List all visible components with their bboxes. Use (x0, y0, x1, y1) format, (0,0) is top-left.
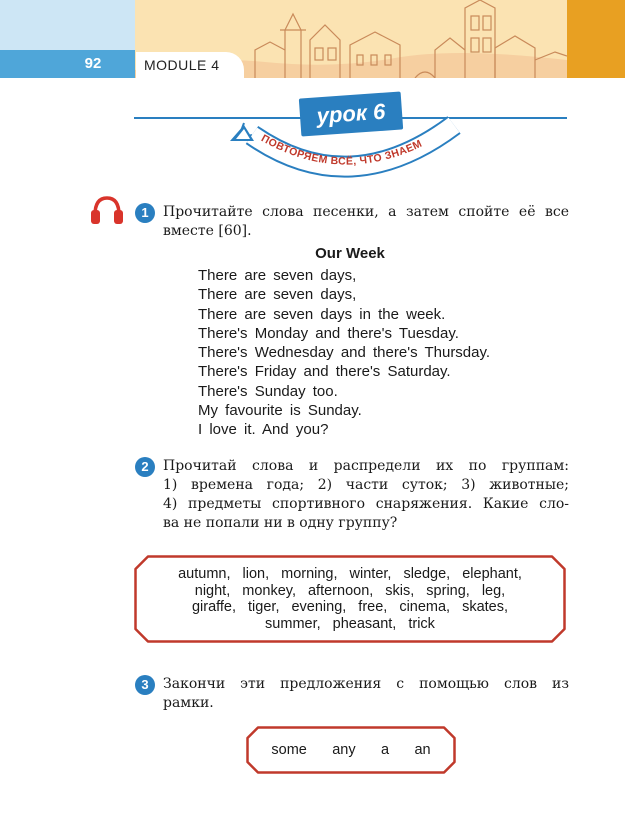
exercise-2-number: 2 (135, 457, 155, 477)
word: tiger, (248, 599, 280, 615)
word: skates, (462, 599, 509, 615)
exercise-2-instruction-line: Прочитай слова и распредели их по группам: (163, 458, 569, 474)
word: a (380, 742, 390, 758)
word: some (271, 742, 307, 758)
word: giraffe, (191, 599, 237, 615)
word: trick (408, 615, 435, 632)
song-line: There's Wednesday and there's Thursday. (198, 344, 491, 362)
lesson-subtitle: ПОВТОРЯЕМ ВСЁ, ЧТО ЗНАЕМ (259, 132, 425, 168)
song-line: I love it. And you? (198, 421, 329, 439)
song-line: My favourite is Sunday. (198, 402, 362, 420)
header-orange-panel (567, 0, 625, 78)
song-line: There's Monday and there's Tuesday. (198, 324, 459, 342)
word: elephant, (462, 566, 522, 582)
word: morning, (281, 566, 338, 582)
word: pheasant, (332, 615, 397, 632)
exercise-1-instruction-line: вместе [60]. (163, 223, 252, 239)
word: skis, (385, 582, 415, 599)
word: free, (358, 599, 388, 615)
word: winter, (349, 566, 392, 582)
exercise-1-number: 1 (135, 203, 155, 223)
exercise-3-number: 3 (135, 675, 155, 695)
word-row (150, 616, 550, 633)
word-row (150, 583, 550, 600)
exercise-2-instruction-line: 4) предметы спортивного снаряжения. Какие сло- (163, 496, 569, 512)
exercise-2-instruction-line: 1) времена года; 2) части суток; 3) животные; (163, 477, 569, 493)
song-lyrics (198, 266, 490, 440)
word-list (150, 566, 550, 632)
exercise-3-instruction-line: рамки. (163, 695, 214, 711)
word: sledge, (403, 566, 451, 582)
song-line: There are seven days, (198, 286, 357, 304)
word: any (332, 742, 356, 758)
word: monkey, (242, 582, 296, 599)
word: an (414, 742, 431, 758)
word-row (150, 566, 550, 583)
exercise-3-instruction (163, 675, 569, 713)
song-line: There are seven days, (198, 267, 357, 284)
word: summer, (265, 615, 321, 632)
song-line: There's Friday and there's Saturday. (198, 363, 451, 381)
song-line: There's Sunday too. (198, 382, 338, 400)
exercise-2-instruction-line: ва не попали ни в одну группу? (163, 515, 398, 531)
module-label: MODULE 4 (144, 57, 220, 73)
page-number: 92 (84, 55, 102, 72)
exercise-3-instruction-line: Закончи эти предложения с помощью слов из (163, 676, 569, 692)
header-blue-band (0, 50, 135, 78)
word: leg, (481, 582, 506, 599)
song-line: There are seven days in the week. (198, 305, 446, 323)
word: autumn, (178, 566, 231, 582)
article-word-list (246, 726, 456, 774)
word: evening, (291, 599, 347, 615)
word: night, (194, 582, 231, 599)
song-title: Our Week (315, 245, 385, 262)
headphones-icon (90, 195, 124, 225)
exercise-1-instruction (163, 203, 569, 241)
word: lion, (242, 566, 270, 582)
exercise-2-instruction (163, 457, 569, 533)
word: afternoon, (307, 582, 374, 599)
word: cinema, (399, 599, 451, 615)
exercise-1-instruction-line: Прочитайте слова песенки, а затем спойте её все (163, 204, 569, 220)
lesson-title: урок 6 (315, 98, 387, 129)
word-row (150, 599, 550, 616)
word: spring, (426, 582, 470, 599)
